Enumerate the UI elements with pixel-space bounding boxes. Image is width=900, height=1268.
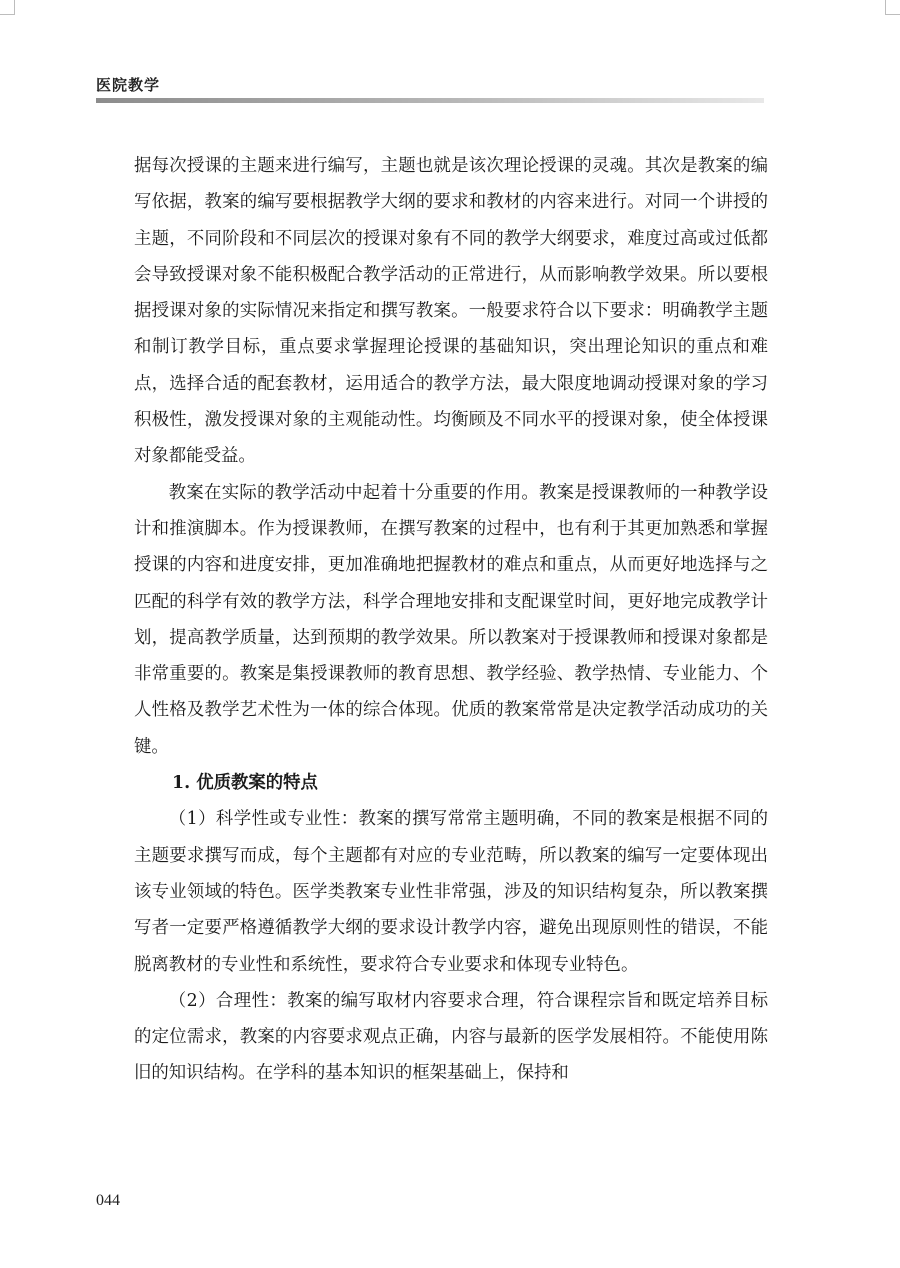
running-header-title: 医院教学 — [96, 76, 161, 94]
paragraph-1: 据每次授课的主题来进行编写，主题也就是该次理论授课的灵魂。其次是教案的编写依据，教案的编写要根据教学大纲的要求和教材的内容来进行。对同一个讲授的主题，不同阶段和不同层次的授课对象有不同的教学大纲要求，难度过高或过低都会导致授课对象不能积极配合教学活动的正常进行，从而影响教学效果。所以要根据授课对象的实际情况来指定和撰写教案。一般要求符合以下要求：明确教学主题和制订教学目标，重点要求掌握理论授课的基础知识，突出理论知识的重点和难点，选择合适的配套教材，运用适合的教学方法，最大限度地调动授课对象的学习积极性，激发授课对象的主观能动性。均衡顾及不同水平的授课对象，使全体授课对象都能受益。 — [134, 156, 768, 467]
crop-mark-top-left — [0, 0, 15, 15]
header-rule — [96, 98, 764, 103]
section-heading: 1. 优质教案的特点 — [172, 773, 318, 794]
page-number: 044 — [96, 1192, 120, 1209]
crop-mark-top-right — [885, 0, 900, 15]
paragraph-4: （2）合理性：教案的编写取材内容要求合理，符合课程宗旨和既定培养目标的定位需求，教案的内容要求观点正确，内容与最新的医学发展相符。不能使用陈旧的知识结构。在学科的基本知识的框架基础上，保持和 — [134, 990, 768, 1084]
paragraph-3: （1）科学性或专业性：教案的撰写常常主题明确，不同的教案是根据不同的主题要求撰写而成，每个主题都有对应的专业范畴，所以教案的编写一定要体现出该专业领域的特色。医学类教案专业性非常强，涉及的知识结构复杂，所以教案撰写者一定要严格遵循教学大纲的要求设计教学内容，避免出现原则性的错误，不能脱离教材的专业性和系统性，要求符合专业要求和体现专业特色。 — [134, 809, 768, 975]
paragraph-2: 教案在实际的教学活动中起着十分重要的作用。教案是授课教师的一种教学设计和推演脚本。作为授课教师，在撰写教案的过程中，也有利于其更加熟悉和掌握授课的内容和进度安排，更加准确地把握教材的难点和重点，从而更好地选择与之匹配的科学有效的教学方法，科学合理地安排和支配课堂时间，更好地完成教学计划，提高教学质量，达到预期的教学效果。所以教案对于授课教师和授课对象都是非常重要的。教案是集授课教师的教育思想、教学经验、教学热情、专业能力、个人性格及教学艺术性为一体的综合体现。优质的教案常常是决定教学活动成功的关键。 — [134, 482, 768, 757]
page-body — [134, 148, 768, 1092]
